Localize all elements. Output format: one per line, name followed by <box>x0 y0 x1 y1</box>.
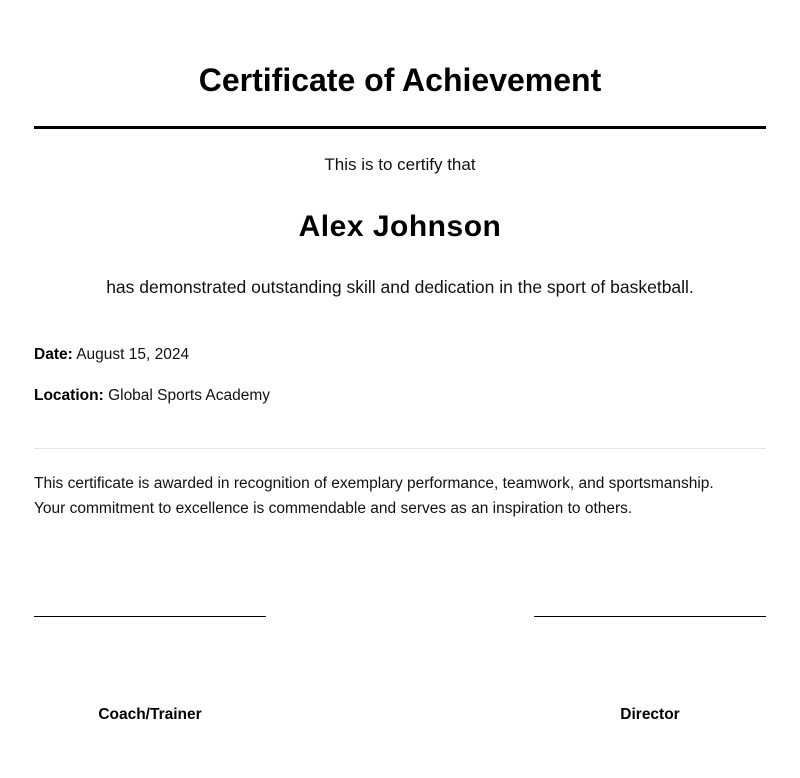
section-divider <box>34 448 766 449</box>
certificate-page <box>34 0 766 778</box>
certify-text: This is to certify that <box>324 155 476 174</box>
coach-signature-line <box>34 616 266 617</box>
coach-signature-label: Coach/Trainer <box>98 706 202 723</box>
recognition-text <box>34 471 766 521</box>
title-divider <box>34 126 766 129</box>
location-label: Location: <box>34 387 104 404</box>
date-label: Date: <box>34 346 73 363</box>
achievement-description: has demonstrated outstanding skill and dedication in the sport of basketball. <box>106 277 694 297</box>
director-signature-label: Director <box>620 706 680 723</box>
certificate-title: Certificate of Achievement <box>198 62 602 98</box>
recognition-line-1: This certificate is awarded in recognition of exemplary performance, teamwork, and sportsmanship. <box>34 475 714 492</box>
location-value: Global Sports Academy <box>108 387 271 404</box>
director-signature-line <box>534 616 766 617</box>
recipient-name: Alex Johnson <box>298 210 502 243</box>
location-row <box>34 386 270 406</box>
recognition-line-2: Your commitment to excellence is commendable and serves as an inspiration to others. <box>34 500 633 517</box>
date-value: August 15, 2024 <box>76 346 190 363</box>
date-row <box>34 345 189 365</box>
